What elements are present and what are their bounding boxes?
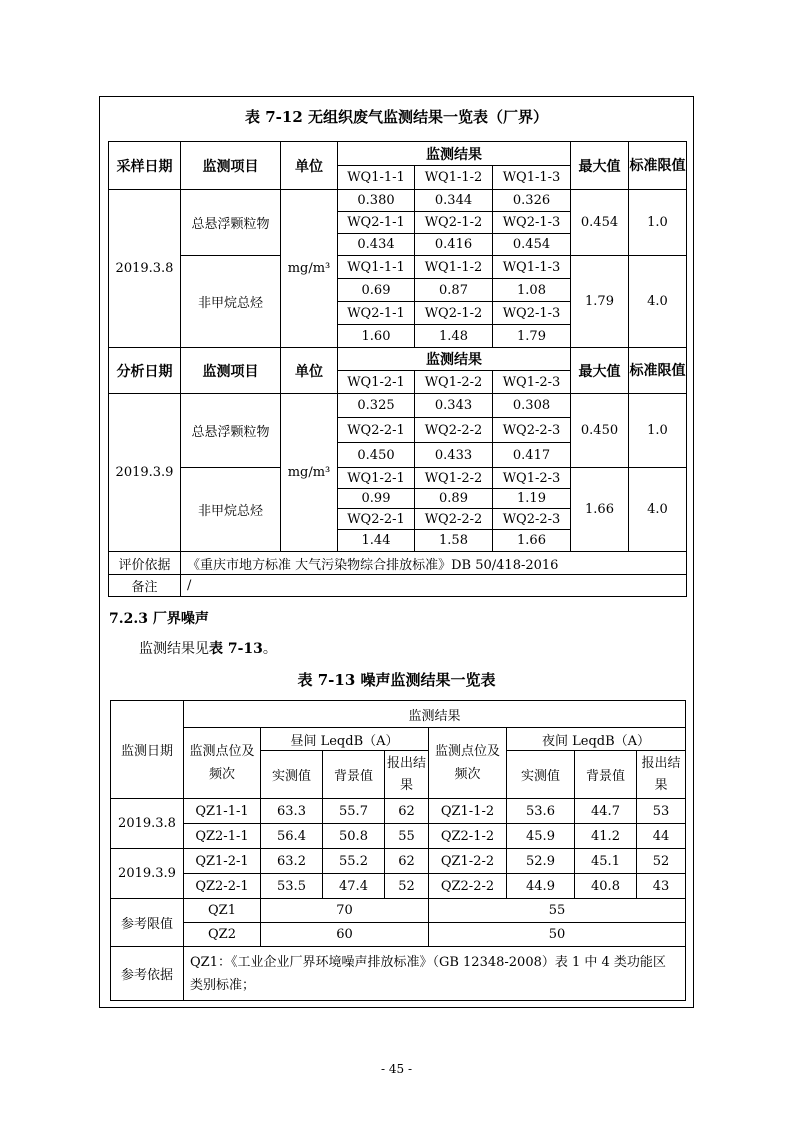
value-cell: 0.325 [338, 394, 415, 418]
value-cell: 0.380 [338, 190, 415, 212]
value-cell: 1.48 [415, 325, 493, 348]
unit-cell: mg/m³ [281, 394, 338, 552]
code-cell: WQ2-1-2 [415, 302, 493, 325]
value-cell: 47.4 [323, 874, 385, 899]
point-cell: QZ1-2-1 [184, 849, 261, 874]
limit-cell: 4.0 [629, 468, 687, 552]
header-point-day: 监测点位及频次 [184, 728, 261, 799]
code-cell: WQ2-2-1 [338, 509, 415, 530]
value-cell: 0.326 [493, 190, 571, 212]
date-cell: 2019.3.9 [109, 394, 181, 552]
limit-night: 55 [429, 899, 686, 923]
limit-night: 50 [429, 923, 686, 947]
code-cell: WQ2-1-3 [493, 302, 571, 325]
value-cell: 0.417 [493, 443, 571, 468]
max-cell: 1.79 [571, 256, 629, 348]
value-cell: 0.416 [415, 234, 493, 256]
date-cell: 2019.3.9 [111, 849, 184, 899]
value-cell: 45.1 [575, 849, 637, 874]
code-cell: WQ1-1-2 [415, 166, 493, 190]
item-tsp: 总悬浮颗粒物 [181, 394, 281, 468]
header-max: 最大值 [571, 142, 629, 190]
value-cell: 62 [385, 799, 429, 824]
point-cell: QZ2-1-2 [429, 824, 507, 849]
limit-label: 参考限值 [111, 899, 184, 947]
value-cell: 52 [385, 874, 429, 899]
value-cell: 1.58 [415, 530, 493, 552]
remark-label: 备注 [109, 575, 181, 597]
header-limit: 标准限值 [629, 142, 687, 190]
header-measured: 实测值 [507, 751, 575, 799]
code-cell: WQ1-2-3 [493, 468, 571, 489]
max-cell: 0.450 [571, 394, 629, 468]
header-analysis-date: 分析日期 [109, 348, 181, 394]
value-cell: 1.66 [493, 530, 571, 552]
value-cell: 53.5 [261, 874, 323, 899]
code-cell: WQ2-2-3 [493, 509, 571, 530]
value-cell: 62 [385, 849, 429, 874]
value-cell: 0.454 [493, 234, 571, 256]
header-day: 昼间 LeqdB（A） [261, 728, 429, 751]
value-cell: 44 [637, 824, 686, 849]
header-sample-date: 采样日期 [109, 142, 181, 190]
item-nmhc: 非甲烷总烃 [181, 256, 281, 348]
point-cell: QZ2-2-1 [184, 874, 261, 899]
limit-day: 60 [261, 923, 429, 947]
code-cell: WQ2-2-2 [415, 418, 493, 443]
limit-cell: 1.0 [629, 394, 687, 468]
value-cell: 1.79 [493, 325, 571, 348]
code-cell: WQ1-2-1 [338, 468, 415, 489]
header-measured: 实测值 [261, 751, 323, 799]
value-cell: 53.6 [507, 799, 575, 824]
value-cell: 44.7 [575, 799, 637, 824]
paragraph-text: 监测结果见 [139, 641, 209, 657]
limit-point: QZ2 [184, 923, 261, 947]
value-cell: 0.99 [338, 489, 415, 509]
section-heading: 7.2.3 厂界噪声 [109, 611, 209, 627]
limit-cell: 1.0 [629, 190, 687, 256]
code-cell: WQ1-1-3 [493, 166, 571, 190]
code-cell: WQ1-2-3 [493, 371, 571, 394]
header-background: 背景值 [323, 751, 385, 799]
value-cell: 0.344 [415, 190, 493, 212]
header-max: 最大值 [571, 348, 629, 394]
value-cell: 1.44 [338, 530, 415, 552]
remark-value: / [181, 575, 687, 597]
value-cell: 0.69 [338, 279, 415, 302]
header-night: 夜间 LeqdB（A） [507, 728, 686, 751]
value-cell: 43 [637, 874, 686, 899]
header-unit: 单位 [281, 348, 338, 394]
date-cell: 2019.3.8 [109, 190, 181, 348]
value-cell: 56.4 [261, 824, 323, 849]
header-item: 监测项目 [181, 142, 281, 190]
value-cell: 52.9 [507, 849, 575, 874]
header-date: 监测日期 [111, 701, 184, 799]
header-result: 监测结果 [338, 142, 571, 166]
value-cell: 0.450 [338, 443, 415, 468]
table-7-13-title: 表 7-13 噪声监测结果一览表 [297, 671, 496, 689]
code-cell: WQ1-1-1 [338, 166, 415, 190]
limit-day: 70 [261, 899, 429, 923]
basis-text: QZ1：《工业企业厂界环境噪声排放标准》（GB 12348-2008）表 1 中 4 类功能区类别标准； [184, 947, 686, 1001]
limit-cell: 4.0 [629, 256, 687, 348]
code-cell: WQ2-1-1 [338, 302, 415, 325]
value-cell: 50.8 [323, 824, 385, 849]
paragraph-end: 。 [262, 641, 277, 657]
limit-point: QZ1 [184, 899, 261, 923]
value-cell: 0.308 [493, 394, 571, 418]
code-cell: WQ2-1-1 [338, 212, 415, 234]
table-7-13 [110, 700, 686, 1001]
date-cell: 2019.3.8 [111, 799, 184, 849]
value-cell: 55.7 [323, 799, 385, 824]
code-cell: WQ2-1-2 [415, 212, 493, 234]
code-cell: WQ2-1-3 [493, 212, 571, 234]
value-cell: 44.9 [507, 874, 575, 899]
table-7-12 [108, 141, 687, 597]
code-cell: WQ1-2-1 [338, 371, 415, 394]
code-cell: WQ2-2-2 [415, 509, 493, 530]
header-result: 监测结果 [338, 348, 571, 371]
value-cell: 63.3 [261, 799, 323, 824]
value-cell: 1.19 [493, 489, 571, 509]
code-cell: WQ1-2-2 [415, 371, 493, 394]
section-paragraph [139, 638, 277, 658]
value-cell: 1.08 [493, 279, 571, 302]
code-cell: WQ1-2-2 [415, 468, 493, 489]
point-cell: QZ1-1-2 [429, 799, 507, 824]
value-cell: 53 [637, 799, 686, 824]
table-7-12-title: 表 7-12 无组织废气监测结果一览表（厂界） [245, 108, 548, 126]
value-cell: 55.2 [323, 849, 385, 874]
header-unit: 单位 [281, 142, 338, 190]
value-cell: 0.343 [415, 394, 493, 418]
point-cell: QZ1-2-2 [429, 849, 507, 874]
value-cell: 55 [385, 824, 429, 849]
header-point-night: 监测点位及频次 [429, 728, 507, 799]
value-cell: 41.2 [575, 824, 637, 849]
code-cell: WQ1-1-2 [415, 256, 493, 279]
header-reported: 报出结果 [637, 751, 686, 799]
value-cell: 0.434 [338, 234, 415, 256]
value-cell: 1.60 [338, 325, 415, 348]
code-cell: WQ2-2-3 [493, 418, 571, 443]
code-cell: WQ1-1-1 [338, 256, 415, 279]
value-cell: 40.8 [575, 874, 637, 899]
basis-label: 参考依据 [111, 947, 184, 1001]
header-background: 背景值 [575, 751, 637, 799]
code-cell: WQ1-1-3 [493, 256, 571, 279]
value-cell: 45.9 [507, 824, 575, 849]
code-cell: WQ2-2-1 [338, 418, 415, 443]
table-reference: 表 7-13 [209, 641, 263, 657]
value-cell: 63.2 [261, 849, 323, 874]
item-nmhc: 非甲烷总烃 [181, 468, 281, 552]
basis-value: 《重庆市地方标准 大气污染物综合排放标准》DB 50/418-2016 [181, 552, 687, 575]
page-number: - 45 - [380, 1062, 412, 1076]
value-cell: 0.433 [415, 443, 493, 468]
header-item: 监测项目 [181, 348, 281, 394]
point-cell: QZ2-1-1 [184, 824, 261, 849]
value-cell: 0.87 [415, 279, 493, 302]
header-result: 监测结果 [184, 701, 686, 728]
max-cell: 1.66 [571, 468, 629, 552]
header-reported: 报出结果 [385, 751, 429, 799]
basis-label: 评价依据 [109, 552, 181, 575]
value-cell: 52 [637, 849, 686, 874]
value-cell: 0.89 [415, 489, 493, 509]
unit-cell: mg/m³ [281, 190, 338, 348]
max-cell: 0.454 [571, 190, 629, 256]
header-limit: 标准限值 [629, 348, 687, 394]
point-cell: QZ2-2-2 [429, 874, 507, 899]
point-cell: QZ1-1-1 [184, 799, 261, 824]
item-tsp: 总悬浮颗粒物 [181, 190, 281, 256]
